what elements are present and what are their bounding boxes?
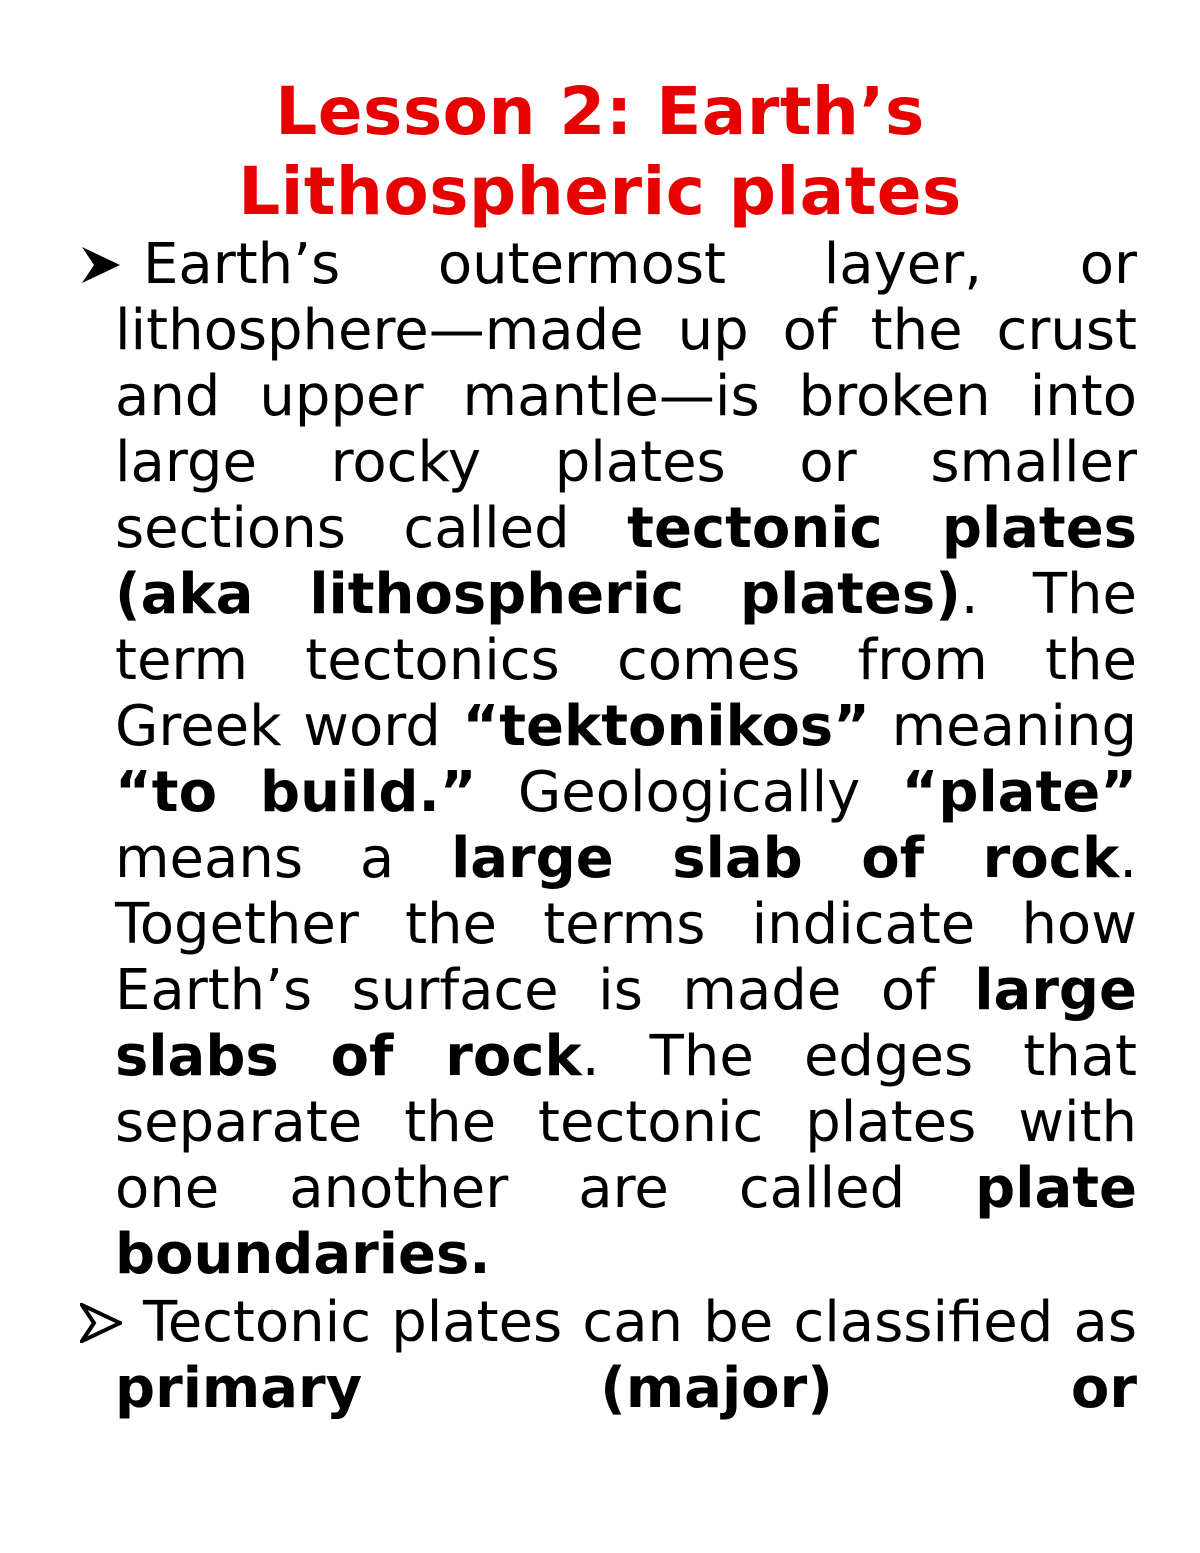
term-plate: “plate”	[901, 760, 1137, 825]
term-primary-major: primary (major) or	[115, 1356, 1137, 1421]
text-segment: Earth’s outermost layer, or lithosphere—made up of the crust and upper mantle—is broken into large rocky plates or smaller sections called	[115, 232, 1137, 561]
text-segment: Geologically	[476, 760, 902, 825]
term-tectonic-plates: tectonic plates (aka lithospheric plates)	[115, 496, 1138, 627]
bullet-item-lithosphere	[115, 232, 1137, 1288]
title-line-1: Lesson 2: Earth’s	[275, 73, 925, 150]
text-segment: meaning	[869, 694, 1137, 759]
term-plate-boundaries: plate boundaries.	[115, 1156, 1137, 1287]
text-segment: . The term tectonics comes from the Greek word	[115, 562, 1137, 759]
page-title	[0, 72, 1200, 232]
bullet-item-classification	[115, 1290, 1137, 1422]
term-to-build: “to build.”	[115, 760, 477, 825]
term-large-slabs-of-rock: large slabs of rock	[115, 958, 1137, 1089]
bullet-paragraph	[115, 232, 1137, 1288]
text-segment: means a	[115, 826, 452, 891]
term-large-slab-of-rock: large slab of rock	[451, 826, 1120, 891]
title-line-2: Lithospheric plates	[238, 153, 962, 230]
bullet-paragraph	[115, 1290, 1137, 1422]
text-segment: . Together the terms indicate how Earth’s surface is made of	[115, 826, 1138, 1023]
text-segment: . The edges that separate the tectonic plates with one another are called	[115, 1024, 1137, 1221]
term-tektonikos: “tektonikos”	[462, 694, 870, 759]
text-segment: Tectonic plates can be classified as	[143, 1290, 1137, 1355]
